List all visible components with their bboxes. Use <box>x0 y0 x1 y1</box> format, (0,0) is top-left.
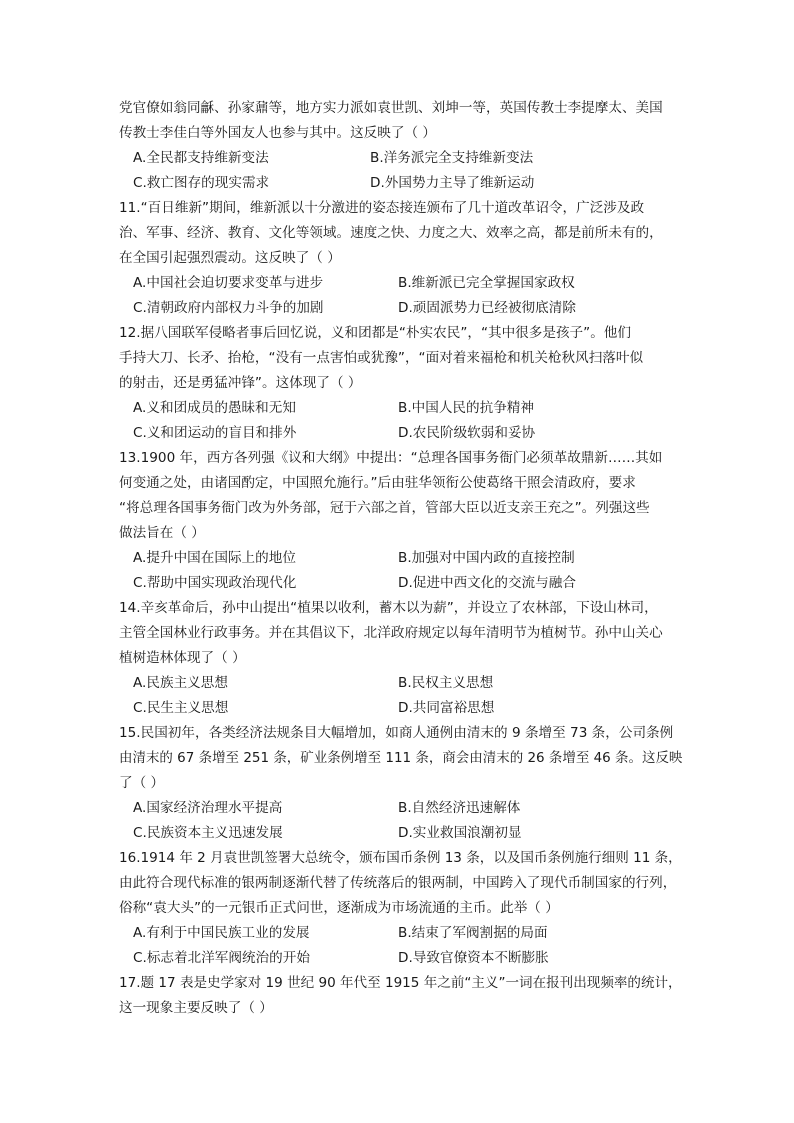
q11-option-b: B.维新派已完全掌握国家政权 <box>398 275 575 291</box>
q10-stem-line-1: 党官僚如翁同龢、孙家鼐等，地方实力派如袁世凯、刘坤一等，英国传教士李提摩太、美国 <box>119 100 663 116</box>
q12-option-d: D.农民阶级软弱和妥协 <box>398 425 536 441</box>
q16-option-c: C.标志着北洋军阀统治的开始 <box>133 950 310 966</box>
q15-stem-line-2: 由清末的 67 条增至 251 条，矿业条例增至 111 条，商会由清末的 26 条增至 46 条。这反映 <box>119 750 683 766</box>
q15-option-c: C.民族资本主义迅速发展 <box>133 825 283 841</box>
q16-option-d: D.导致官僚资本不断膨胀 <box>398 950 549 966</box>
q13-option-d: D.促进中西文化的交流与融合 <box>398 575 576 591</box>
q15-option-a: A.国家经济治理水平提高 <box>133 800 283 816</box>
q15-option-d: D.实业救国浪潮初显 <box>398 825 522 841</box>
q13-option-b: B.加强对中国内政的直接控制 <box>398 550 575 566</box>
q12-stem-line-2: 手持大刀、长矛、抬枪，“没有一点害怕或犹豫”，“面对着来福枪和机关枪秋风扫落叶似 <box>119 350 644 366</box>
q12-option-c: C.义和团运动的盲目和排外 <box>133 425 297 441</box>
q14-option-c: C.民生主义思想 <box>133 700 229 716</box>
q12-stem-line-1: 12.据八国联军侵略者事后回忆说，义和团都是“朴实农民”，“其中很多是孩子”。他们 <box>119 325 631 341</box>
q14-option-b: B.民权主义思想 <box>398 675 494 691</box>
q16-option-b: B.结束了军阀割据的局面 <box>398 925 548 941</box>
q13-option-c: C.帮助中国实现政治现代化 <box>133 575 297 591</box>
q11-stem-line-3: 在全国引起强烈震动。这反映了（ ） <box>119 250 341 266</box>
q13-stem-line-2: 何变通之处，由诸国酌定，中国照允施行。”后由驻华领衔公使葛络干照会清政府，要求 <box>119 475 636 491</box>
q16-stem-line-3: 俗称“袁大头”的一元银币正式问世，逐渐成为市场流通的主币。此举（ ） <box>119 900 559 916</box>
q14-stem-line-3: 植树造林体现了（ ） <box>119 650 246 666</box>
q17-stem-line-2: 这一现象主要反映了（ ） <box>119 1000 273 1016</box>
q10-option-b: B.洋务派完全支持维新变法 <box>370 150 534 166</box>
q12-option-b: B.中国人民的抗争精神 <box>398 400 534 416</box>
q11-stem-line-2: 治、军事、经济、教育、文化等领域。速度之快、力度之大、效率之高，都是前所未有的， <box>119 225 663 241</box>
q13-option-a: A.提升中国在国际上的地位 <box>133 550 296 566</box>
q13-stem-line-4: 做法旨在（ ） <box>119 525 205 541</box>
q16-option-a: A.有利于中国民族工业的发展 <box>133 925 310 941</box>
q10-option-c: C.救亡图存的现实需求 <box>133 175 270 191</box>
q11-option-c: C.清朝政府内部权力斗争的加剧 <box>133 300 324 316</box>
q16-stem-line-1: 16.1914 年 2 月袁世凯签署大总统令，颁布国币条例 13 条，以及国币条例施行细则 11 条， <box>119 850 682 866</box>
q10-option-d: D.外国势力主导了维新运动 <box>370 175 535 191</box>
q15-stem-line-3: 了（ ） <box>119 775 165 791</box>
q14-stem-line-1: 14.辛亥革命后，孙中山提出“植果以收利，蓄木以为薪”，并设立了农林部，下设山林司， <box>119 600 658 616</box>
q14-option-a: A.民族主义思想 <box>133 675 228 691</box>
q15-option-b: B.自然经济迅速解体 <box>398 800 521 816</box>
q10-option-a: A.全民都支持维新变法 <box>133 150 269 166</box>
q10-stem-line-2: 传教士李佳白等外国友人也参与其中。这反映了（ ） <box>119 125 436 141</box>
q12-stem-line-3: 的射击，还是勇猛冲锋”。这体现了（ ） <box>119 375 362 391</box>
q11-option-d: D.顽固派势力已经被彻底清除 <box>398 300 576 316</box>
q12-option-a: A.义和团成员的愚昧和无知 <box>133 400 296 416</box>
q17-stem-line-1: 17.题 17 表是史学家对 19 世纪 90 年代至 1915 年之前“主义”一词在报刊出现频率的统计， <box>119 975 682 991</box>
q13-stem-line-1: 13.1900 年，西方各列强《议和大纲》中提出：“总理各国事务衙门必须革故鼎新……其如 <box>119 450 663 466</box>
q13-stem-line-3: “将总理各国事务衙门改为外务部，冠于六部之首，管部大臣以近支亲王充之”。列强这些 <box>119 500 650 516</box>
q14-option-d: D.共同富裕思想 <box>398 700 495 716</box>
q14-stem-line-2: 主管全国林业行政事务。并在其倡议下，北洋政府规定以每年清明节为植树节。孙中山关心 <box>119 625 663 641</box>
q11-stem-line-1: 11.“百日维新”期间，维新派以十分激进的姿态接连颁布了几十道改革诏令，广泛涉及政 <box>119 200 645 216</box>
q16-stem-line-2: 由此符合现代标准的银两制逐渐代替了传统落后的银两制，中国跨入了现代币制国家的行列， <box>119 875 677 891</box>
q15-stem-line-1: 15.民国初年，各类经济法规条目大幅增加，如商人通例由清末的 9 条增至 73 条，公司条例 <box>119 725 674 741</box>
q11-option-a: A.中国社会迫切要求变革与进步 <box>133 275 324 291</box>
